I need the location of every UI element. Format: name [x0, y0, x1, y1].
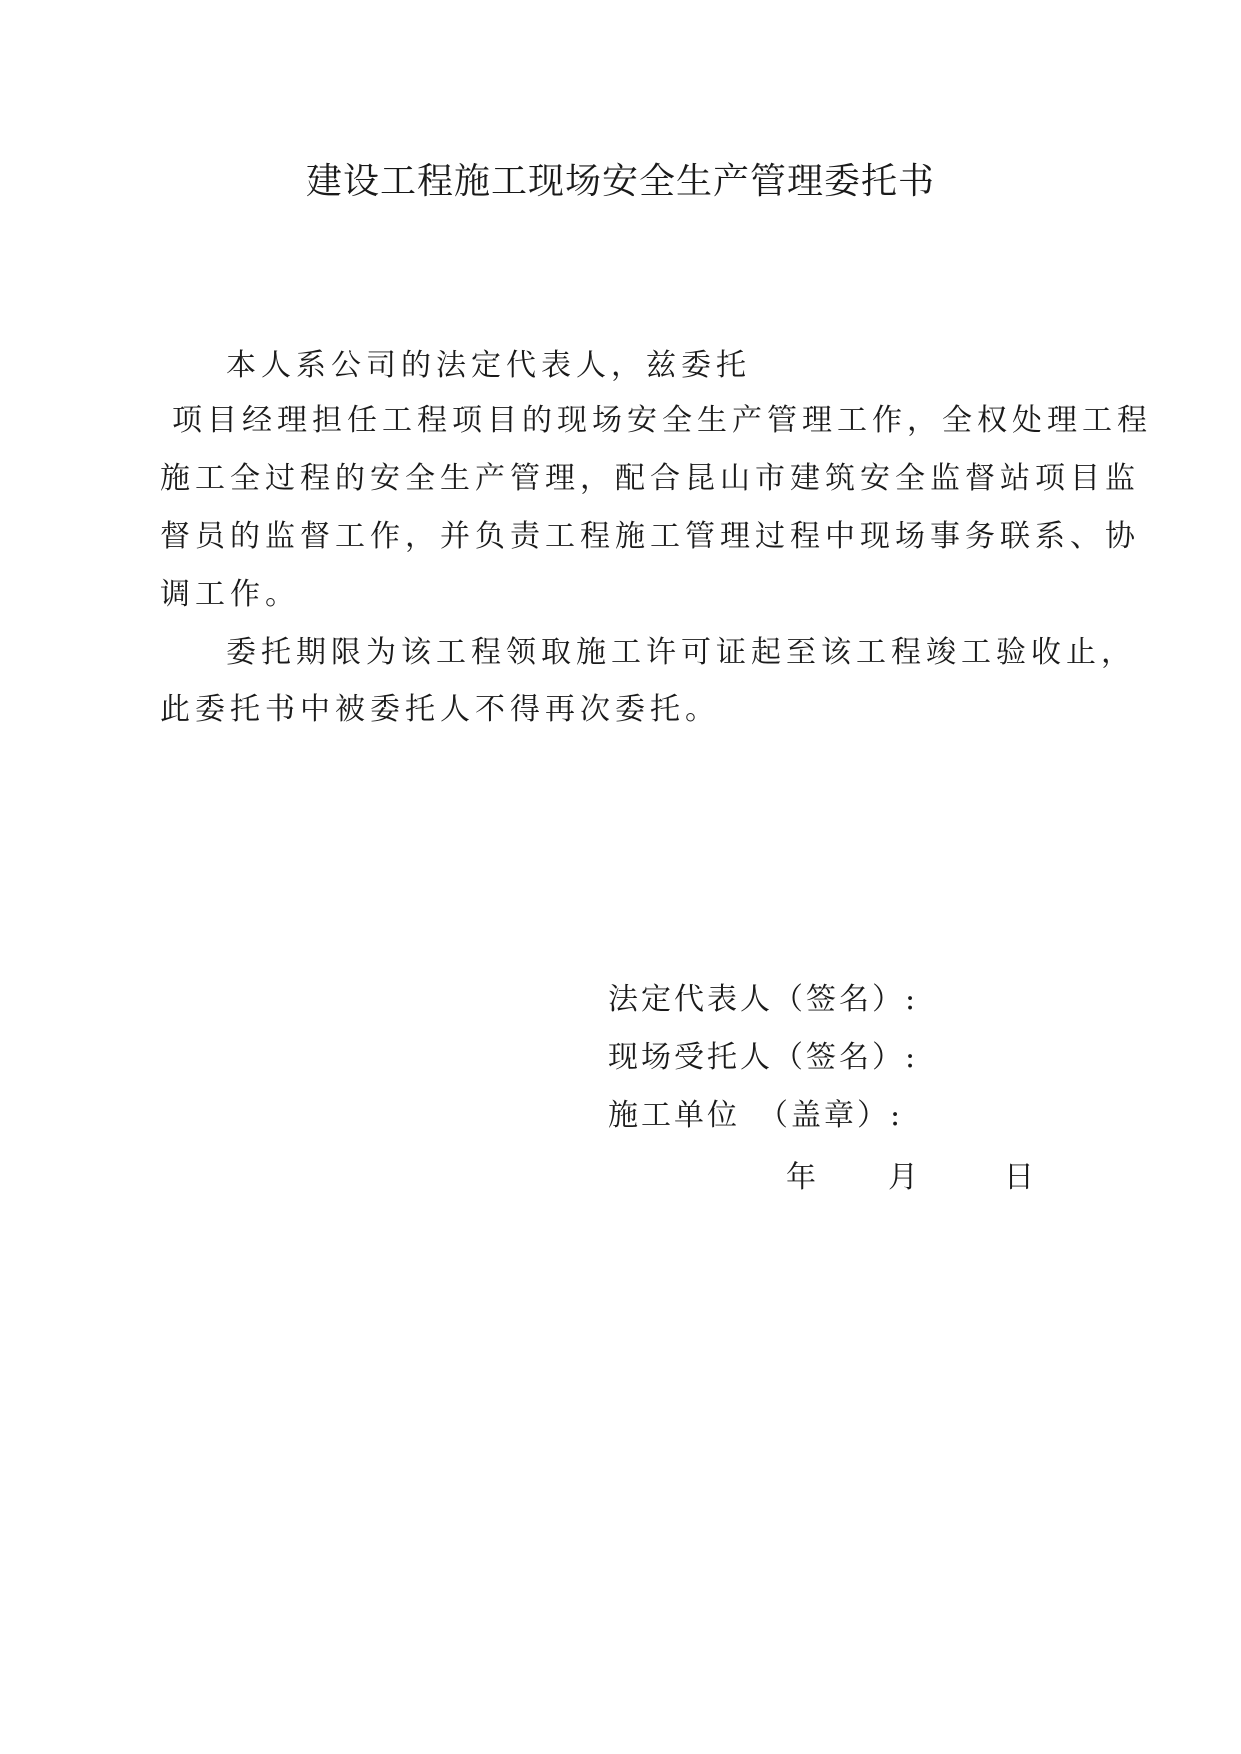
site-delegate-signature-line: 现场受托人（签名）: — [608, 1040, 919, 1075]
legal-rep-signature-line: 法定代表人（签名）: — [608, 982, 919, 1017]
paragraph1-line3: 施工全过程的安全生产管理，配合昆山市建筑安全监督站项目监 — [160, 461, 1140, 496]
paragraph1-line1: 本人系公司的法定代表人，兹委托 — [226, 348, 751, 383]
date-month: 月 — [888, 1160, 918, 1195]
paragraph2-line1: 委托期限为该工程领取施工许可证起至该工程竣工验收止， — [226, 635, 1136, 670]
contractor-seal-line: 施工单位 （盖章）: — [608, 1098, 904, 1133]
date-day: 日 — [1004, 1160, 1034, 1195]
paragraph1-line5: 调工作。 — [160, 577, 300, 612]
paragraph1-line2: 项目经理担任工程项目的现场安全生产管理工作，全权处理工程 — [172, 403, 1152, 438]
paragraph1-line4: 督员的监督工作，并负责工程施工管理过程中现场事务联系、协 — [160, 519, 1140, 554]
date-year: 年 — [786, 1160, 816, 1195]
paragraph2-line2: 此委托书中被委托人不得再次委托。 — [160, 692, 720, 727]
document-title: 建设工程施工现场安全生产管理委托书 — [305, 161, 935, 202]
